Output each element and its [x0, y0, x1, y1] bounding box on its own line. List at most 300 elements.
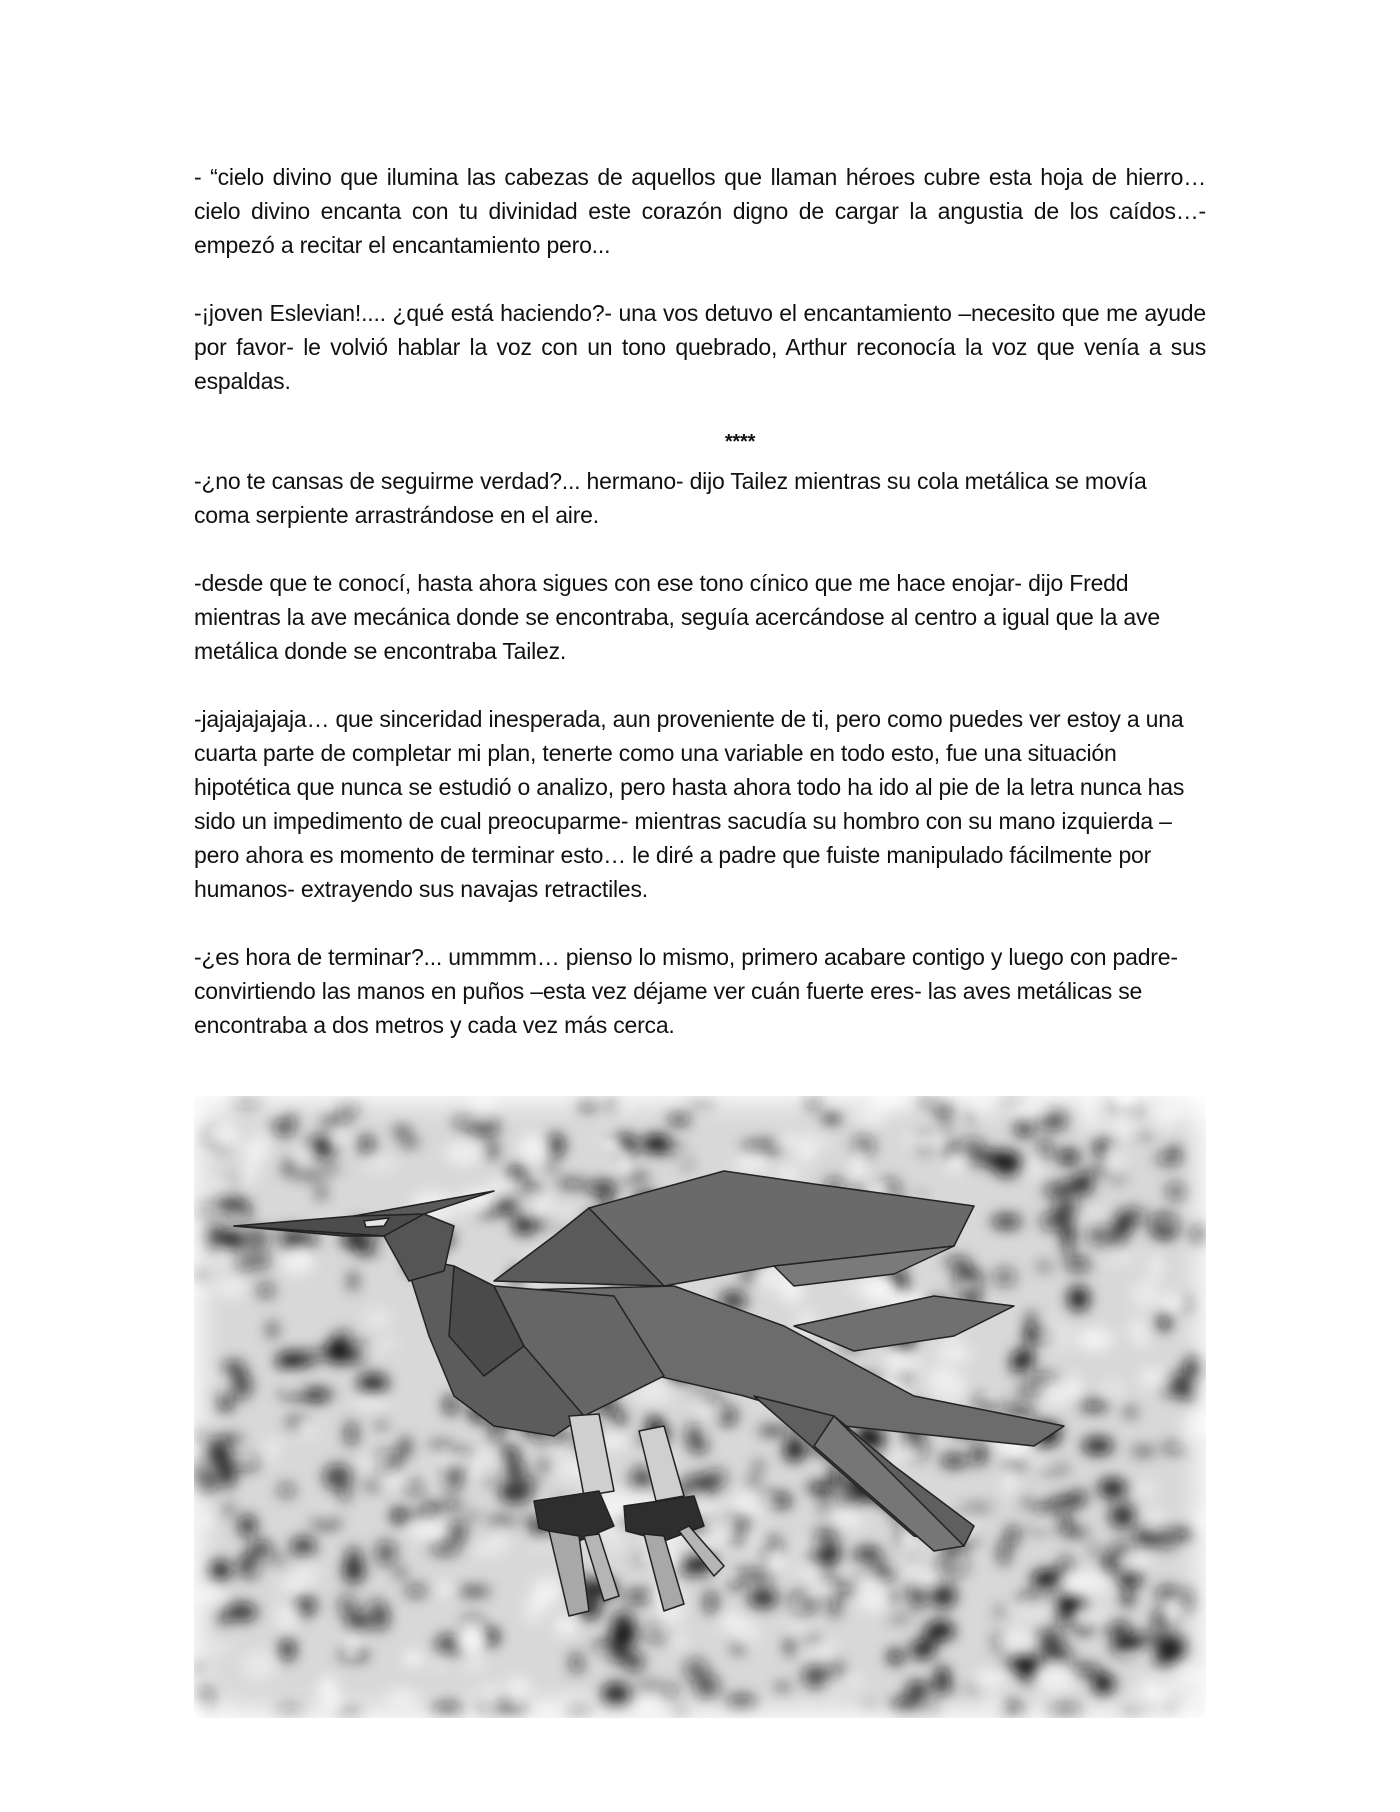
- texture-spot: [232, 1373, 252, 1398]
- texture-spot: [1183, 1588, 1196, 1613]
- texture-spot: [298, 1349, 332, 1361]
- texture-highlight: [244, 1165, 257, 1184]
- texture-spot: [585, 1181, 618, 1195]
- texture-highlight: [1163, 1598, 1182, 1627]
- texture-spot: [222, 1361, 245, 1367]
- texture-highlight: [524, 1595, 542, 1627]
- texture-spot: [807, 1482, 836, 1493]
- texture-spot: [700, 1481, 720, 1490]
- texture-spot: [514, 1478, 541, 1486]
- texture-spot: [265, 1555, 288, 1564]
- texture-spot: [557, 1178, 587, 1188]
- texture-highlight: [851, 1149, 866, 1180]
- texture-spot: [267, 1321, 278, 1339]
- texture-highlight: [617, 1147, 633, 1180]
- texture-spot: [404, 1584, 428, 1597]
- texture-highlight: [1138, 1368, 1163, 1386]
- texture-highlight: [780, 1624, 822, 1638]
- texture-highlight: [1076, 1115, 1108, 1133]
- paragraph-5: -jajajajajaja… que sinceridad inesperada, aun proveniente de ti, pero como puedes ver estoy a una cuarta parte de completar mi plan, tenerte como una variable en todo esto, fue una situación hipotética que nunca se estudió o analizo, pero hasta ahora todo ha ido al pie de la letra nunca has sido un impedimento de cual preocuparme- mientras sacudía su hombro con su mano izquierda –pero ahora es momento de terminar esto… le diré a padre que fuiste manipulado fácilmente por humanos- extrayendo sus navajas retractiles.: [194, 706, 1185, 902]
- texture-spot: [1109, 1503, 1136, 1528]
- texture-highlight: [426, 1470, 456, 1492]
- texture-highlight: [1073, 1609, 1097, 1628]
- texture-spot: [754, 1461, 762, 1470]
- texture-highlight: [1010, 1098, 1053, 1119]
- texture-spot: [925, 1701, 938, 1717]
- texture-spot: [1109, 1176, 1125, 1182]
- texture-highlight: [1131, 1278, 1160, 1310]
- texture-highlight: [973, 1671, 1009, 1687]
- texture-highlight: [435, 1582, 456, 1597]
- paragraph-2: -¡joven Eslevian!.... ¿qué está haciendo?- una vos detuvo el encantamiento –necesito que me ayude por favor- le volvió hablar la voz con un tono quebrado, Arthur reconocía la voz que venía a sus espaldas.: [194, 300, 1206, 394]
- texture-highlight: [504, 1675, 532, 1708]
- texture-spot: [538, 1461, 548, 1471]
- texture-spot: [1125, 1407, 1136, 1417]
- texture-spot: [487, 1141, 497, 1160]
- texture-spot: [208, 1560, 232, 1580]
- texture-spot: [612, 1611, 635, 1636]
- texture-highlight: [1110, 1113, 1132, 1136]
- texture-highlight: [360, 1344, 379, 1359]
- texture-highlight: [974, 1101, 987, 1123]
- texture-spot: [1063, 1593, 1076, 1610]
- texture-spot: [432, 1703, 464, 1718]
- texture-spot: [1166, 1182, 1187, 1201]
- texture-spot: [1058, 1179, 1085, 1191]
- texture-highlight: [276, 1373, 310, 1395]
- texture-highlight: [798, 1536, 828, 1555]
- texture-highlight: [207, 1179, 239, 1193]
- texture-spot: [545, 1162, 557, 1173]
- texture-highlight: [799, 1642, 838, 1657]
- texture-highlight: [457, 1113, 495, 1127]
- texture-spot: [679, 1562, 706, 1576]
- texture-spot: [366, 1599, 386, 1608]
- texture-spot: [906, 1681, 928, 1699]
- texture-spot: [930, 1584, 956, 1609]
- texture-highlight: [883, 1548, 908, 1577]
- texture-spot: [1045, 1646, 1055, 1659]
- texture-highlight: [444, 1141, 483, 1166]
- texture-highlight: [342, 1630, 367, 1653]
- texture-highlight: [475, 1471, 499, 1481]
- texture-highlight: [378, 1473, 409, 1487]
- texture-highlight: [225, 1135, 242, 1153]
- texture-spot: [1062, 1528, 1089, 1536]
- text-column: [194, 160, 1206, 1076]
- texture-highlight: [831, 1503, 863, 1531]
- texture-spot: [778, 1494, 790, 1508]
- texture-spot: [325, 1338, 352, 1364]
- texture-highlight: [1067, 1374, 1080, 1400]
- texture-highlight: [352, 1397, 390, 1407]
- texture-spot: [1098, 1479, 1127, 1498]
- texture-spot: [311, 1521, 342, 1528]
- texture-spot: [1022, 1664, 1034, 1684]
- texture-spot: [995, 1155, 1020, 1178]
- texture-spot: [1150, 1632, 1181, 1654]
- texture-highlight: [695, 1400, 728, 1424]
- texture-spot: [961, 1504, 994, 1511]
- texture-spot: [399, 1139, 420, 1147]
- texture-spot: [225, 1603, 257, 1622]
- section-separator: ****: [724, 431, 756, 453]
- texture-spot: [1082, 1437, 1114, 1454]
- texture-spot: [292, 1172, 325, 1179]
- texture-spot: [1172, 1529, 1198, 1538]
- texture-spot: [1002, 1460, 1030, 1469]
- texture-spot: [286, 1111, 296, 1131]
- texture-highlight: [262, 1453, 276, 1463]
- texture-highlight: [861, 1274, 896, 1304]
- texture-highlight: [990, 1696, 1005, 1715]
- texture-spot: [786, 1635, 795, 1656]
- texture-spot: [830, 1594, 840, 1618]
- texture-highlight: [1140, 1508, 1166, 1535]
- paragraph-6: -¿es hora de terminar?... ummmm… pienso lo mismo, primero acabare contigo y luego con padre- convirtiendo las manos en puños –esta vez déjame ver cuán fuerte eres- las aves metálicas se encontraba a dos metros y cada vez más cerca.: [194, 944, 1178, 1038]
- texture-highlight: [1128, 1319, 1147, 1339]
- texture-spot: [943, 1256, 971, 1268]
- texture-spot: [448, 1521, 467, 1544]
- texture-spot: [667, 1112, 691, 1126]
- texture-highlight: [456, 1625, 487, 1655]
- texture-highlight: [854, 1105, 886, 1129]
- texture-highlight: [711, 1573, 751, 1584]
- texture-spot: [759, 1427, 785, 1435]
- texture-spot: [284, 1160, 293, 1177]
- texture-spot: [221, 1465, 236, 1487]
- texture-highlight: [241, 1650, 278, 1682]
- texture-highlight: [468, 1690, 481, 1716]
- texture-highlight: [385, 1688, 418, 1708]
- texture-spot: [277, 1483, 295, 1498]
- texture-spot: [201, 1438, 227, 1449]
- texture-highlight: [787, 1598, 808, 1613]
- texture-spot: [1052, 1616, 1076, 1624]
- texture-highlight: [1138, 1480, 1156, 1497]
- texture-spot: [694, 1675, 720, 1699]
- texture-spot: [238, 1515, 257, 1537]
- texture-highlight: [795, 1565, 832, 1577]
- texture-spot: [1020, 1498, 1034, 1507]
- texture-spot: [316, 1185, 325, 1201]
- texture-highlight: [904, 1570, 942, 1586]
- texture-highlight: [1026, 1147, 1043, 1181]
- texture-highlight: [642, 1620, 676, 1642]
- texture-highlight: [318, 1511, 333, 1521]
- texture-highlight: [363, 1309, 392, 1328]
- texture-spot: [1118, 1217, 1133, 1235]
- texture-highlight: [840, 1670, 855, 1688]
- texture-spot: [235, 1255, 256, 1272]
- texture-highlight: [275, 1601, 301, 1633]
- texture-highlight: [1034, 1665, 1077, 1692]
- texture-spot: [1063, 1235, 1075, 1258]
- texture-spot: [1068, 1286, 1090, 1311]
- texture-highlight: [247, 1562, 270, 1577]
- texture-highlight: [557, 1694, 596, 1705]
- texture-spot: [357, 1373, 389, 1393]
- texture-spot: [1002, 1656, 1017, 1666]
- texture-spot: [359, 1135, 374, 1154]
- texture-spot: [1122, 1590, 1133, 1606]
- texture-spot: [889, 1700, 919, 1710]
- texture-highlight: [1087, 1570, 1114, 1589]
- texture-spot: [375, 1540, 396, 1566]
- texture-spot: [224, 1502, 234, 1517]
- texture-spot: [257, 1283, 275, 1298]
- texture-spot: [991, 1214, 1021, 1228]
- texture-spot: [253, 1254, 270, 1269]
- texture-highlight: [1152, 1218, 1182, 1228]
- texture-highlight: [1175, 1436, 1198, 1448]
- texture-spot: [280, 1638, 295, 1662]
- texture-spot: [428, 1441, 454, 1450]
- texture-spot: [1120, 1710, 1144, 1717]
- texture-spot: [501, 1446, 519, 1459]
- texture-spot: [623, 1590, 654, 1604]
- texture-spot: [1172, 1372, 1187, 1395]
- texture-spot: [241, 1226, 270, 1251]
- texture-spot: [569, 1652, 584, 1673]
- texture-highlight: [950, 1549, 967, 1571]
- texture-spot: [942, 1122, 950, 1135]
- texture-spot: [614, 1410, 625, 1426]
- texture-highlight: [1150, 1252, 1164, 1281]
- texture-highlight: [408, 1521, 447, 1539]
- texture-highlight: [1135, 1675, 1167, 1708]
- texture-spot: [748, 1589, 778, 1608]
- texture-highlight: [997, 1628, 1040, 1651]
- texture-spot: [248, 1541, 273, 1556]
- texture-spot: [221, 1230, 242, 1251]
- texture-spot: [822, 1113, 841, 1123]
- texture-spot: [741, 1271, 755, 1280]
- texture-spot: [635, 1682, 664, 1689]
- texture-highlight: [360, 1454, 397, 1471]
- texture-spot: [1065, 1257, 1091, 1272]
- texture-highlight: [1160, 1293, 1186, 1312]
- texture-highlight: [1076, 1328, 1113, 1350]
- texture-highlight: [295, 1417, 317, 1437]
- texture-highlight: [330, 1127, 348, 1151]
- texture-spot: [272, 1120, 289, 1130]
- texture-highlight: [293, 1558, 319, 1590]
- texture-spot: [205, 1224, 225, 1250]
- texture-spot: [993, 1268, 1017, 1287]
- texture-spot: [354, 1246, 379, 1255]
- texture-highlight: [1121, 1552, 1152, 1567]
- texture-spot: [503, 1460, 526, 1479]
- texture-highlight: [825, 1678, 841, 1695]
- texture-spot: [935, 1100, 952, 1118]
- texture-highlight: [790, 1133, 831, 1149]
- texture-highlight: [1152, 1103, 1184, 1122]
- texture-highlight: [1100, 1382, 1125, 1398]
- texture-spot: [1011, 1352, 1020, 1375]
- texture-spot: [960, 1137, 984, 1149]
- texture-spot: [502, 1481, 512, 1496]
- texture-spot: [376, 1422, 387, 1428]
- texture-spot: [343, 1559, 365, 1584]
- texture-highlight: [980, 1387, 1004, 1402]
- texture-highlight: [1110, 1650, 1153, 1662]
- texture-highlight: [215, 1248, 234, 1265]
- texture-highlight: [602, 1137, 618, 1160]
- texture-spot: [442, 1500, 463, 1510]
- texture-highlight: [587, 1646, 615, 1662]
- texture-highlight: [318, 1675, 338, 1705]
- texture-spot: [1158, 1314, 1171, 1330]
- texture-spot: [998, 1540, 1010, 1566]
- texture-highlight: [1104, 1140, 1123, 1173]
- texture-spot: [290, 1537, 316, 1557]
- paragraph-1: - “cielo divino que ilumina las cabezas de aquellos que llaman héroes cubre esta hoja de hierro… cielo divino encanta con tu divinidad este corazón digno de cargar la angustia de los caídos…- empezó a recitar el encantamiento pero...: [194, 164, 1206, 258]
- texture-spot: [1089, 1167, 1110, 1173]
- texture-highlight: [945, 1153, 969, 1171]
- texture-spot: [995, 1606, 1004, 1617]
- texture-spot: [967, 1684, 977, 1694]
- texture-highlight: [675, 1145, 691, 1167]
- texture-highlight: [1176, 1665, 1206, 1686]
- texture-spot: [1036, 1262, 1052, 1270]
- texture-spot: [430, 1542, 461, 1556]
- texture-spot: [396, 1569, 406, 1577]
- paragraph-3: -¿no te cansas de seguirme verdad?... hermano- dijo Tailez mientras su cola metálica se movía coma serpiente arrastrándose en el aire.: [194, 468, 1147, 528]
- texture-spot: [935, 1666, 949, 1691]
- texture-spot: [1086, 1223, 1114, 1245]
- texture-spot: [319, 1116, 350, 1125]
- texture-highlight: [279, 1248, 314, 1274]
- texture-spot: [784, 1438, 805, 1461]
- texture-spot: [322, 1165, 341, 1172]
- texture-highlight: [1071, 1211, 1113, 1224]
- texture-spot: [404, 1510, 436, 1519]
- texture-spot: [664, 1684, 678, 1699]
- texture-highlight: [936, 1346, 973, 1361]
- texture-highlight: [1038, 1385, 1068, 1405]
- texture-spot: [1033, 1503, 1057, 1515]
- texture-highlight: [951, 1278, 984, 1293]
- texture-highlight: [1027, 1516, 1061, 1529]
- illustration-svg: [194, 1096, 1206, 1718]
- texture-spot: [401, 1436, 410, 1457]
- texture-spot: [971, 1443, 986, 1467]
- texture-highlight: [883, 1356, 923, 1371]
- texture-spot: [345, 1421, 358, 1446]
- texture-highlight: [376, 1338, 397, 1348]
- texture-spot: [423, 1503, 442, 1511]
- texture-spot: [348, 1271, 357, 1291]
- texture-highlight: [767, 1547, 785, 1574]
- texture-highlight: [1027, 1455, 1059, 1471]
- texture-highlight: [929, 1372, 967, 1403]
- texture-highlight: [493, 1524, 508, 1553]
- texture-spot: [932, 1619, 949, 1632]
- texture-highlight: [555, 1616, 577, 1637]
- texture-highlight: [203, 1642, 236, 1653]
- texture-highlight: [249, 1128, 273, 1157]
- texture-spot: [820, 1491, 829, 1516]
- texture-spot: [1015, 1120, 1035, 1137]
- texture-highlight: [853, 1570, 880, 1596]
- texture-highlight: [609, 1102, 634, 1113]
- texture-spot: [1097, 1675, 1116, 1693]
- texture-spot: [815, 1530, 842, 1537]
- texture-spot: [462, 1513, 482, 1519]
- texture-highlight: [1036, 1320, 1070, 1351]
- texture-highlight: [890, 1444, 923, 1464]
- texture-highlight: [483, 1683, 498, 1712]
- texture-spot: [964, 1147, 996, 1165]
- texture-spot: [910, 1584, 926, 1610]
- texture-highlight: [403, 1650, 423, 1667]
- texture-highlight: [199, 1510, 212, 1530]
- texture-spot: [775, 1684, 791, 1691]
- texture-highlight: [435, 1655, 448, 1670]
- texture-spot: [337, 1101, 360, 1116]
- mechanical-bird-illustration: [194, 1096, 1206, 1718]
- texture-spot: [853, 1547, 883, 1561]
- texture-highlight: [1002, 1469, 1016, 1493]
- paragraph-4: -desde que te conocí, hasta ahora sigues con ese tono cínico que me hace enojar- dijo Fredd mientras la ave mecánica donde se encontraba, seguía acercándose al centro a igual que la ave metálica donde se encontraba Tailez.: [194, 570, 1160, 664]
- texture-spot: [217, 1397, 234, 1411]
- texture-highlight: [511, 1187, 553, 1216]
- texture-highlight: [1011, 1600, 1054, 1618]
- texture-spot: [458, 1587, 491, 1595]
- texture-highlight: [206, 1371, 234, 1395]
- texture-highlight: [734, 1152, 771, 1172]
- texture-spot: [391, 1508, 405, 1523]
- texture-spot: [1131, 1446, 1155, 1456]
- texture-spot: [1090, 1542, 1098, 1558]
- texture-spot: [888, 1652, 904, 1664]
- texture-spot: [512, 1215, 535, 1234]
- texture-spot: [1172, 1145, 1181, 1159]
- texture-spot: [940, 1454, 968, 1467]
- texture-spot: [705, 1590, 718, 1614]
- texture-highlight: [431, 1454, 452, 1468]
- texture-spot: [488, 1517, 516, 1525]
- texture-highlight: [1098, 1247, 1135, 1263]
- texture-spot: [339, 1483, 351, 1503]
- texture-spot: [1026, 1312, 1036, 1323]
- texture-highlight: [904, 1133, 947, 1148]
- texture-highlight: [297, 1146, 314, 1160]
- texture-highlight: [730, 1618, 760, 1649]
- texture-highlight: [743, 1528, 769, 1553]
- texture-spot: [393, 1127, 411, 1134]
- texture-spot: [910, 1640, 935, 1660]
- texture-highlight: [518, 1133, 548, 1165]
- texture-highlight: [700, 1525, 737, 1547]
- texture-spot: [301, 1234, 318, 1246]
- texture-spot: [1080, 1401, 1109, 1412]
- texture-spot: [339, 1594, 357, 1617]
- texture-highlight: [462, 1660, 486, 1671]
- texture-spot: [194, 1202, 211, 1218]
- texture-spot: [687, 1097, 715, 1105]
- texture-highlight: [217, 1276, 247, 1298]
- texture-spot: [579, 1096, 597, 1110]
- texture-spot: [726, 1695, 757, 1710]
- texture-spot: [548, 1134, 565, 1158]
- texture-spot: [1006, 1525, 1020, 1545]
- texture-highlight: [236, 1452, 256, 1465]
- texture-spot: [887, 1616, 912, 1622]
- texture-highlight: [802, 1582, 842, 1597]
- texture-highlight: [361, 1156, 399, 1170]
